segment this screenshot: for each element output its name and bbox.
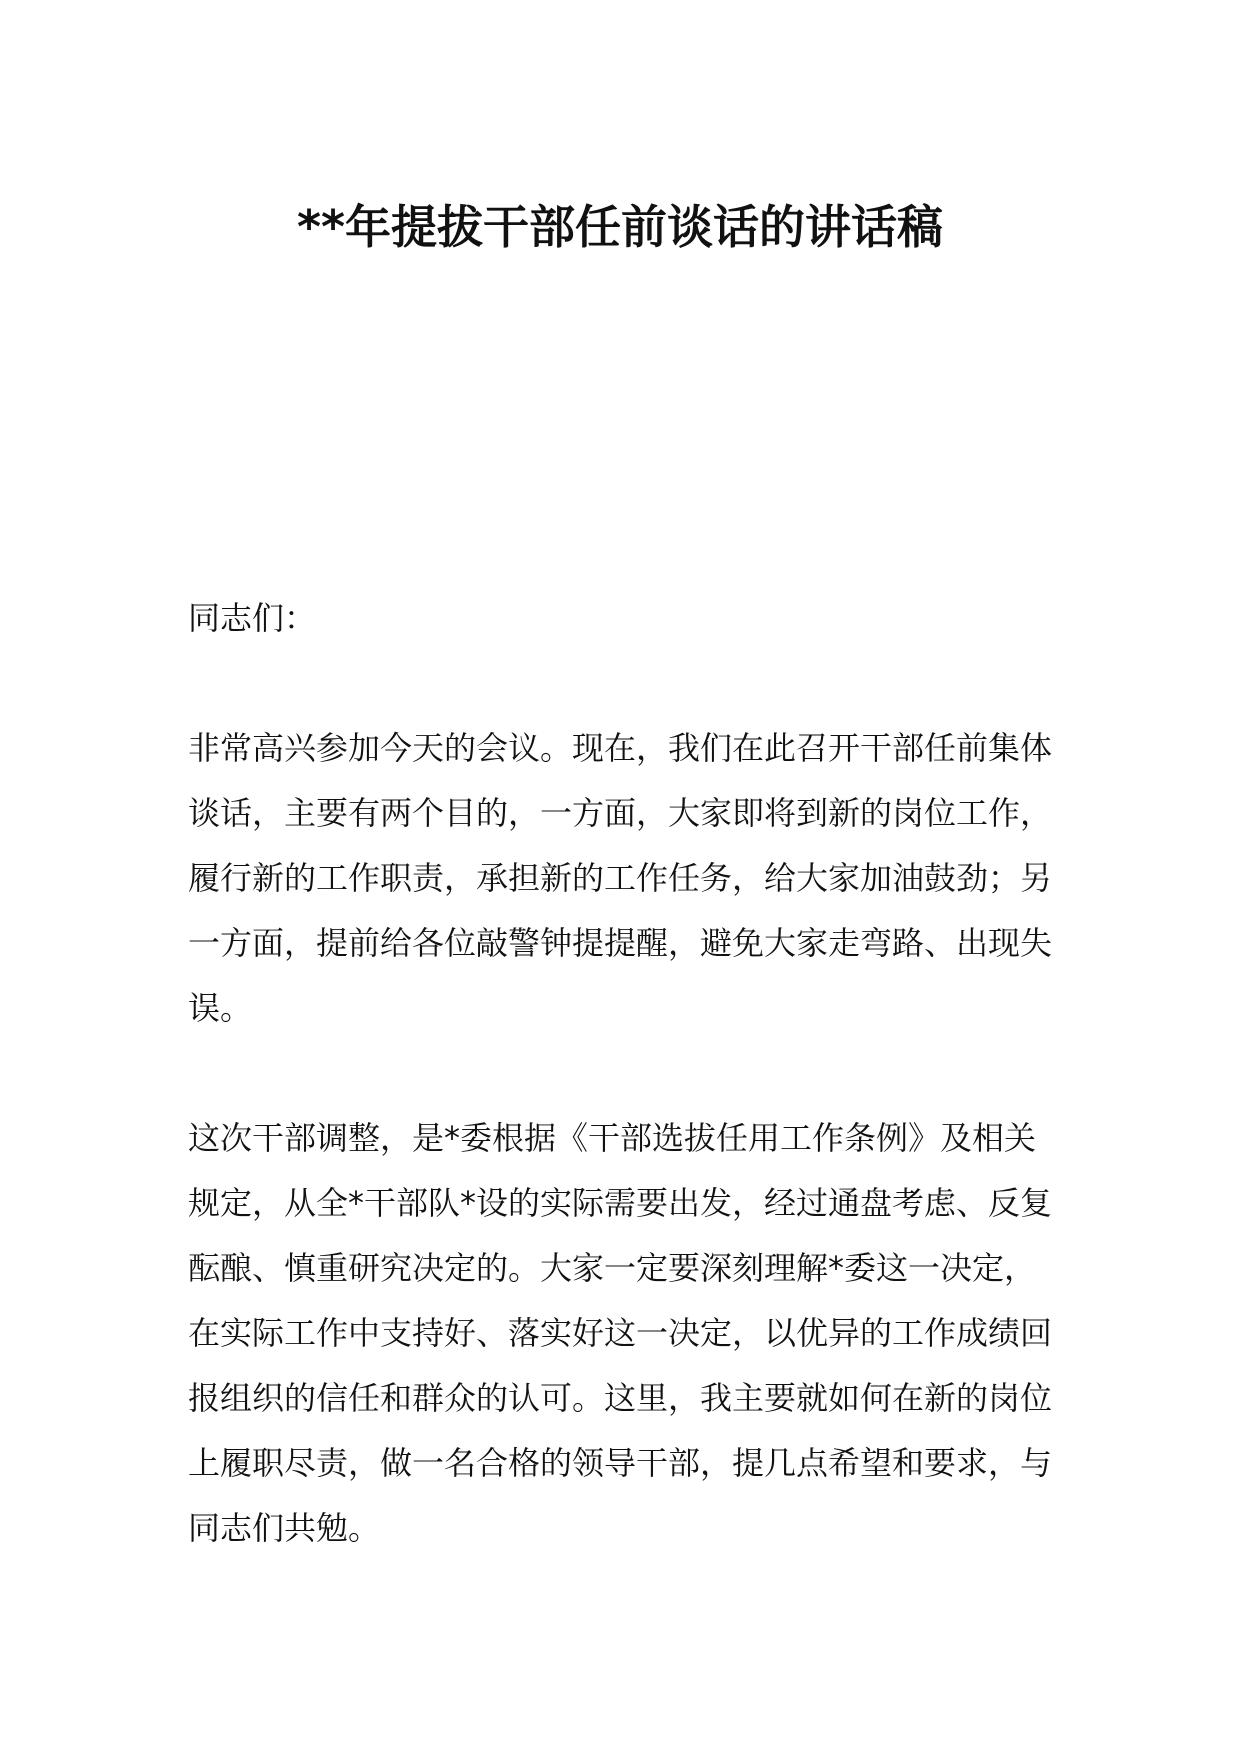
document-body xyxy=(188,586,1058,1626)
paragraph-2: 这次干部调整，是*委根据《干部选拔任用工作条例》及相关规定，从全*干部队*设的实际需要出发，经过通盘考虑、反复酝酿、慎重研究决定的。大家一定要深刻理解*委这一决定，在实际工作中支持好、落实好这一决定，以优异的工作成绩回报组织的信任和群众的认可。这里，我主要就如何在新的岗位上履职尽责，做一名合格的领导干部，提几点希望和要求，与同志们共勉。 xyxy=(188,1119,1053,1547)
salutation: 同志们： xyxy=(188,599,317,637)
paragraph-1: 非常高兴参加今天的会议。现在，我们在此召开干部任前集体谈话，主要有两个目的，一方面，大家即将到新的岗位工作，履行新的工作职责，承担新的工作任务，给大家加油鼓劲；另一方面，提前给各位敲警钟提提醒，避免大家走弯路、出现失误。 xyxy=(188,729,1053,1027)
document-title: **年提拔干部任前谈话的讲话稿 xyxy=(296,200,944,254)
